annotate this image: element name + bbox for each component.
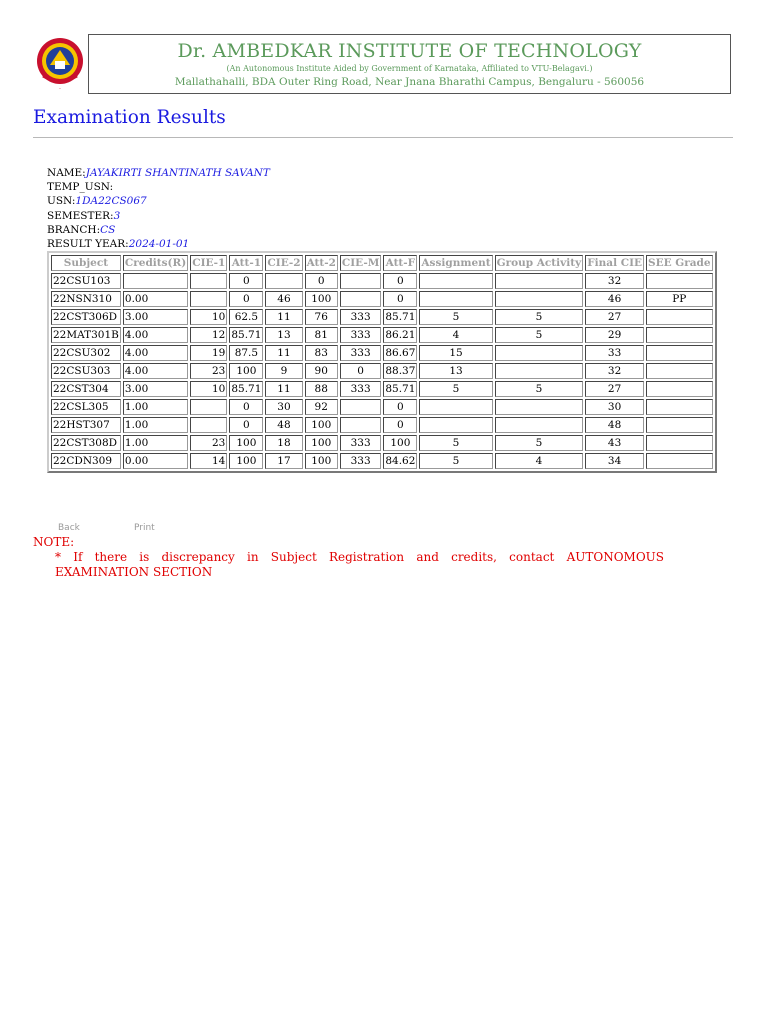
note-heading: NOTE: (33, 535, 75, 549)
table-cell: 0 (229, 417, 263, 433)
results-table (47, 251, 717, 473)
table-row (51, 327, 713, 343)
semester-value: 3 (113, 209, 121, 222)
table-cell (646, 363, 713, 379)
table-cell (646, 399, 713, 415)
table-cell: 92 (305, 399, 338, 415)
table-cell: 90 (305, 363, 338, 379)
table-cell: 100 (305, 435, 338, 451)
table-cell (646, 309, 713, 325)
institute-logo (33, 34, 88, 96)
table-cell: 84.62 (385, 455, 416, 467)
table-cell (190, 399, 227, 415)
table-cell (646, 381, 713, 397)
col-header: Assignment (421, 257, 491, 269)
table-cell: 4.00 (123, 345, 188, 361)
table-cell (340, 273, 381, 289)
table-cell (419, 273, 492, 289)
table-cell: 100 (305, 453, 338, 469)
institute-banner (88, 34, 731, 94)
table-cell: 11 (265, 345, 302, 361)
table-cell: 5 (495, 327, 584, 343)
table-cell: 0 (383, 399, 417, 415)
table-cell: 100 (229, 453, 263, 469)
col-header: CIE-2 (267, 257, 301, 269)
table-cell (495, 345, 584, 361)
table-cell: 86.67 (385, 347, 416, 359)
table-cell: 32 (585, 273, 644, 289)
usn-line (47, 194, 270, 208)
table-cell (419, 417, 492, 433)
name-label: NAME: (47, 167, 86, 179)
table-cell (646, 327, 713, 343)
table-cell: 4.00 (123, 327, 188, 343)
temp-usn-line (47, 180, 270, 194)
table-cell: 333 (340, 435, 381, 451)
page-title: Examination Results (33, 107, 226, 128)
table-cell: 15 (419, 345, 492, 361)
note-text: * If there is discrepancy in Subject Registration and credits, contact AUTONOMOUS EXAMINATION SECTION (55, 550, 664, 579)
table-cell: 9 (265, 363, 302, 379)
table-cell (340, 399, 381, 415)
institute-subtitle: (An Autonomous Institute Aided by Government of Karnataka, Affiliated to VTU-Belagavi.) (226, 64, 593, 73)
col-header: Att-1 (229, 255, 263, 271)
table-cell: 34 (585, 453, 644, 469)
table-row (51, 273, 713, 289)
table-cell: 5 (419, 453, 492, 469)
table-cell: 85.71 (385, 383, 416, 395)
table-row (51, 381, 713, 397)
semester-label: SEMESTER: (47, 209, 114, 222)
col-header: Subject (51, 255, 121, 271)
table-cell (340, 291, 381, 307)
table-cell: 22HST307 (51, 417, 121, 433)
table-cell: 3.00 (123, 381, 188, 397)
table-cell: 22CST308D (51, 435, 121, 451)
table-cell: 48 (585, 417, 644, 433)
student-name-line (47, 166, 270, 180)
table-cell: 10 (190, 309, 227, 325)
table-cell: 22CSU103 (51, 273, 121, 289)
col-header: Group Activity (496, 257, 582, 269)
table-cell (646, 453, 713, 469)
table-cell: 29 (585, 327, 644, 343)
table-cell: 43 (585, 435, 644, 451)
table-cell: 27 (585, 309, 644, 325)
table-cell (495, 291, 584, 307)
table-cell: 4 (419, 327, 492, 343)
table-row (51, 309, 713, 325)
table-cell: 4 (495, 453, 584, 469)
svg-text:~: ~ (58, 87, 62, 91)
table-cell: 100 (383, 435, 417, 451)
table-cell: 0.00 (123, 453, 188, 469)
table-cell: 22CST304 (51, 381, 121, 397)
table-cell: 22NSN310 (51, 291, 121, 307)
table-row (51, 453, 713, 469)
table-cell: 333 (340, 453, 381, 469)
table-cell: 0.00 (123, 291, 188, 307)
institute-address: Mallathahalli, BDA Outer Ring Road, Near Jnana Bharathi Campus, Bengaluru - 560056 (174, 76, 645, 88)
table-row (51, 417, 713, 433)
table-cell (190, 291, 227, 307)
name-value: JAYAKIRTI SHANTINATH SAVANT (85, 167, 270, 179)
table-cell: 5 (495, 435, 584, 451)
table-row (51, 399, 713, 415)
table-cell: 11 (265, 309, 302, 325)
table-cell (123, 273, 188, 289)
table-cell: 62.5 (229, 309, 263, 325)
table-cell: 0 (383, 417, 417, 433)
result-year-value: 2024-01-01 (128, 238, 190, 251)
table-row (51, 363, 713, 379)
table-cell: 0 (340, 363, 381, 379)
table-cell: 30 (585, 399, 644, 415)
table-cell (646, 273, 713, 289)
table-cell: 12 (190, 327, 227, 343)
table-cell: PP (646, 291, 713, 307)
table-header-row (51, 255, 713, 271)
table-cell: 27 (585, 381, 644, 397)
result-year-label: RESULT YEAR: (47, 238, 129, 251)
table-cell: 85.71 (385, 311, 416, 323)
table-cell: 1.00 (123, 399, 188, 415)
col-header: Att-2 (306, 257, 336, 269)
table-cell: 19 (190, 345, 227, 361)
table-cell: 81 (305, 327, 338, 343)
table-cell: 76 (305, 309, 338, 325)
table-cell: 18 (265, 435, 302, 451)
print-link[interactable]: Print (134, 523, 155, 533)
table-cell: 0 (305, 273, 338, 289)
table-cell (419, 291, 492, 307)
table-cell: 22CST306D (51, 309, 121, 325)
back-link[interactable]: Back (58, 523, 80, 533)
table-cell: 5 (419, 435, 492, 451)
table-cell: 30 (265, 399, 302, 415)
table-cell: 85.71 (231, 329, 262, 341)
table-cell: 0 (229, 399, 263, 415)
table-cell (265, 273, 302, 289)
table-cell: 13 (419, 363, 492, 379)
table-cell: 1.00 (123, 417, 188, 433)
table-cell (646, 435, 713, 451)
student-info (47, 166, 270, 251)
table-cell: 46 (265, 291, 302, 307)
branch-line (47, 223, 270, 237)
col-header: Credits(R) (124, 257, 187, 269)
table-cell: 333 (340, 309, 381, 325)
table-row (51, 435, 713, 451)
table-cell: 0 (229, 291, 263, 307)
table-cell: 11 (265, 381, 302, 397)
usn-label: USN: (47, 195, 76, 208)
table-cell: 86.21 (385, 329, 416, 341)
table-cell: 46 (585, 291, 644, 307)
branch-label: BRANCH: (47, 223, 101, 236)
table-row (51, 291, 713, 307)
col-header: CIE-1 (192, 257, 226, 269)
table-cell (646, 417, 713, 433)
title-divider (33, 137, 733, 138)
table-row (51, 345, 713, 361)
table-cell: 32 (585, 363, 644, 379)
table-cell: 33 (585, 345, 644, 361)
table-cell (419, 399, 492, 415)
usn-value: 1DA22CS067 (75, 195, 147, 208)
table-cell: 0 (229, 273, 263, 289)
table-cell (190, 273, 227, 289)
table-cell: 1.00 (123, 435, 188, 451)
table-cell: 14 (190, 453, 227, 469)
table-cell: 0 (383, 291, 417, 307)
table-cell: 3.00 (123, 309, 188, 325)
table-cell: 0 (383, 273, 417, 289)
result-year-line (47, 237, 270, 251)
table-cell (190, 417, 227, 433)
table-cell: 5 (495, 309, 584, 325)
table-cell: 4.00 (123, 363, 188, 379)
table-cell: 23 (190, 363, 227, 379)
table-cell: 333 (340, 327, 381, 343)
table-cell: 83 (305, 345, 338, 361)
table-cell: 333 (340, 345, 381, 361)
table-cell: 5 (419, 381, 492, 397)
table-cell: 23 (190, 435, 227, 451)
col-header: CIE-M (341, 257, 380, 269)
table-cell: 22CDN309 (51, 453, 121, 469)
results-body (51, 273, 713, 469)
table-cell: 13 (265, 327, 302, 343)
col-header: Att-F (383, 255, 417, 271)
table-cell: 100 (229, 363, 263, 379)
table-cell: 333 (340, 381, 381, 397)
table-cell: 10 (190, 381, 227, 397)
table-cell: 100 (229, 435, 263, 451)
table-cell: 88 (305, 381, 338, 397)
table-cell: 88.37 (385, 365, 416, 377)
table-cell: 48 (265, 417, 302, 433)
table-cell: 100 (305, 417, 338, 433)
col-header: SEE Grade (647, 257, 711, 269)
table-cell: 22MAT301B (53, 329, 119, 341)
table-cell (646, 345, 713, 361)
table-cell (340, 417, 381, 433)
institute-name: Dr. AMBEDKAR INSTITUTE OF TECHNOLOGY (177, 40, 642, 62)
page-header (33, 34, 733, 96)
table-cell: 87.5 (229, 345, 263, 361)
table-cell (495, 273, 584, 289)
table-cell: 22CSU303 (51, 363, 121, 379)
table-cell: 22CSU302 (51, 345, 121, 361)
table-cell (495, 417, 584, 433)
table-cell: 100 (305, 291, 338, 307)
table-cell: 17 (265, 453, 302, 469)
col-header: Final CIE (587, 257, 642, 269)
branch-value: CS (100, 223, 116, 236)
table-cell (495, 399, 584, 415)
temp-usn-label: TEMP_USN: (47, 181, 114, 194)
table-cell (495, 363, 584, 379)
table-cell: 22CSL305 (51, 399, 121, 415)
table-cell: 5 (495, 381, 584, 397)
table-cell: 85.71 (231, 383, 262, 395)
table-cell: 5 (419, 309, 492, 325)
semester-line (47, 209, 270, 223)
